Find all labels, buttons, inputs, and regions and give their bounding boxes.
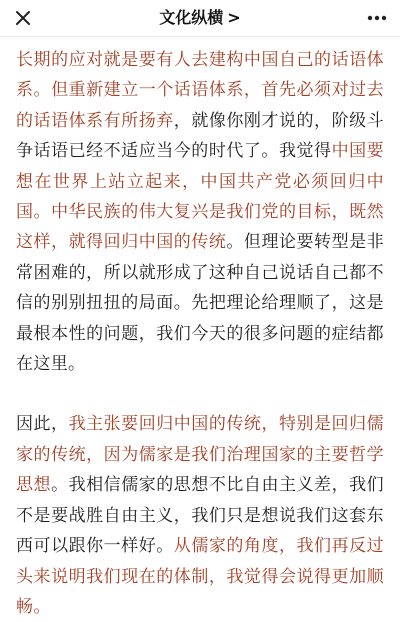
close-icon bbox=[15, 10, 31, 26]
more-button[interactable] bbox=[364, 5, 390, 31]
article-paragraph-2 bbox=[16, 409, 384, 622]
nav-title-area bbox=[0, 0, 400, 36]
body-text: 因此， bbox=[16, 414, 69, 435]
account-title-link[interactable] bbox=[159, 0, 240, 36]
close-button[interactable] bbox=[10, 5, 36, 31]
body-text: 。我相信儒家的思想不比自由主义差，我们不是要战胜自由主义，我们只是想说我们这套东西可以跟你一样好。 bbox=[16, 475, 385, 557]
chevron-right-icon: > bbox=[227, 8, 241, 27]
body-text: 。但理论要转型是非常困难的，所以就形成了这种自己说话自己都不信的别别扭扭的局面。先把理论给理顺了，这是最根本性的问题，我们今天的很多问题的症结都在这里。 bbox=[16, 232, 384, 375]
more-icon bbox=[367, 15, 387, 21]
highlighted-text: 长期的应对就是要有人去建构中国自己的话语体系。但重新建立一个话语体系，首先必须对过去的话语体系有所扬弃 bbox=[16, 50, 384, 131]
nav-bar bbox=[0, 0, 400, 37]
article-body bbox=[0, 37, 400, 622]
highlighted-text: 中国要想在世界上站立起来，中国共产党必须回归中国。中华民族的伟大复兴是我们党的目标，既然这样，就得回归中国的传统 bbox=[16, 141, 384, 253]
page-title: 文化纵横 bbox=[159, 8, 224, 27]
highlighted-text: 从儒家的角度，我们再反过头来说明我们现在的体制，我觉得会说得更加顺畅。 bbox=[16, 536, 384, 617]
article-paragraph-1 bbox=[16, 45, 384, 379]
highlighted-text: 我主张要回归中国的传统，特别是回归儒家的传统，因为儒家是我们治理国家的主要哲学思想 bbox=[16, 414, 384, 496]
body-text: ，就像你刚才说的，阶级斗争话语已经不适应当今的时代了。我觉得 bbox=[16, 110, 384, 162]
